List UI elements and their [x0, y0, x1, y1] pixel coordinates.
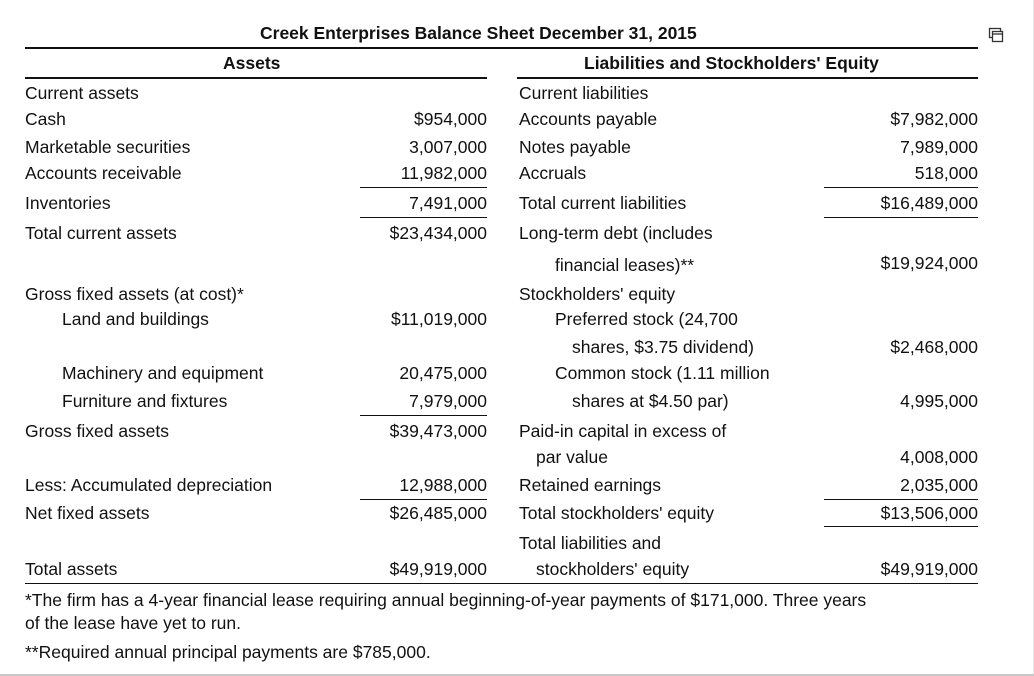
marketable-label: Marketable securities	[25, 137, 191, 157]
common-value: 4,995,000	[900, 391, 978, 411]
furniture-label: Furniture and fixtures	[62, 391, 228, 411]
header-rule-left	[25, 77, 487, 79]
gross-fixed-label: Gross fixed assets	[25, 421, 169, 441]
payable-value: $7,982,000	[890, 109, 978, 129]
total-current-liab-label: Total current liabilities	[519, 193, 687, 213]
liabilities-header: Liabilities and Stockholders' Equity	[584, 53, 879, 73]
header-rule-right	[517, 77, 978, 79]
page-title: Creek Enterprises Balance Sheet December 31, 2015	[260, 23, 697, 43]
accum-dep-label: Less: Accumulated depreciation	[25, 475, 273, 495]
total-current-assets-label: Total current assets	[25, 223, 177, 243]
total-assets-label: Total assets	[25, 559, 118, 579]
payable-label: Accounts payable	[519, 109, 658, 129]
total-liab-line2: stockholders' equity	[536, 559, 690, 579]
total-equity-label: Total stockholders' equity	[519, 503, 714, 523]
inventories-label: Inventories	[25, 193, 111, 213]
furniture-value: 7,979,000	[409, 391, 487, 411]
accruals-value: 518,000	[914, 163, 978, 183]
receivable-value: 11,982,000	[400, 163, 487, 183]
retained-value: 2,035,000	[900, 475, 978, 495]
receivable-label: Accounts receivable	[25, 163, 182, 183]
footnote-1-line2: of the lease have yet to run.	[25, 613, 241, 633]
gross-fixed-header: Gross fixed assets (at cost)*	[25, 284, 244, 304]
pref-value: $2,468,000	[890, 337, 978, 357]
pref-line2: shares, $3.75 dividend)	[572, 337, 754, 357]
pref-line1: Preferred stock (24,700	[555, 309, 738, 329]
cash-label: Cash	[25, 109, 66, 129]
common-line1: Common stock (1.11 million	[555, 363, 770, 383]
ltd-line1: Long-term debt (includes	[519, 223, 713, 243]
land-label: Land and buildings	[62, 309, 209, 329]
gross-fixed-value: $39,473,000	[389, 421, 487, 441]
total-equity-rule	[824, 526, 978, 527]
common-line2: shares at $4.50 par)	[572, 391, 729, 411]
total-liab-value: $49,919,000	[880, 559, 978, 579]
notes-value: 7,989,000	[900, 137, 978, 157]
accruals-label: Accruals	[519, 163, 587, 183]
paidin-line1: Paid-in capital in excess of	[519, 421, 727, 441]
total-assets-value: $49,919,000	[389, 559, 487, 579]
furniture-rule	[360, 415, 487, 416]
total-liab-line1: Total liabilities and	[519, 533, 662, 553]
total-current-liab-rule	[824, 217, 978, 218]
footer-rule	[25, 583, 978, 584]
inventories-rule	[360, 217, 487, 218]
total-equity-value: $13,506,000	[880, 503, 978, 523]
assets-header: Assets	[223, 53, 281, 73]
copy-icon[interactable]	[988, 27, 1004, 43]
current-liab-label: Current liabilities	[519, 83, 649, 103]
accum-dep-rule	[360, 499, 487, 500]
net-fixed-value: $26,485,000	[389, 503, 487, 523]
total-current-liab-value: $16,489,000	[880, 193, 978, 213]
paidin-line2: par value	[536, 447, 608, 467]
receivable-rule	[360, 187, 487, 188]
total-current-assets-value: $23,434,000	[389, 223, 487, 243]
accum-dep-value: 12,988,000	[399, 475, 487, 495]
paidin-value: 4,008,000	[900, 447, 978, 467]
net-fixed-label: Net fixed assets	[25, 503, 150, 523]
title-rule	[25, 47, 978, 49]
inventories-value: 7,491,000	[409, 193, 487, 213]
current-assets-label: Current assets	[25, 83, 139, 103]
footnote-2: **Required annual principal payments are $785,000.	[25, 642, 431, 662]
land-value: $11,019,000	[390, 309, 487, 329]
accruals-rule	[824, 187, 978, 188]
footnote-1-line1: *The firm has a 4-year financial lease requiring annual beginning-of-year payments of $171,000. Three years	[25, 590, 867, 610]
cash-value: $954,000	[414, 109, 487, 129]
machinery-label: Machinery and equipment	[62, 363, 264, 383]
retained-label: Retained earnings	[519, 475, 662, 495]
equity-label: Stockholders' equity	[519, 284, 676, 304]
ltd-value: $19,924,000	[880, 253, 978, 273]
machinery-value: 20,475,000	[399, 363, 487, 383]
marketable-value: 3,007,000	[409, 137, 487, 157]
notes-label: Notes payable	[519, 137, 631, 157]
ltd-line2: financial leases)**	[555, 255, 695, 275]
retained-rule	[824, 499, 978, 500]
